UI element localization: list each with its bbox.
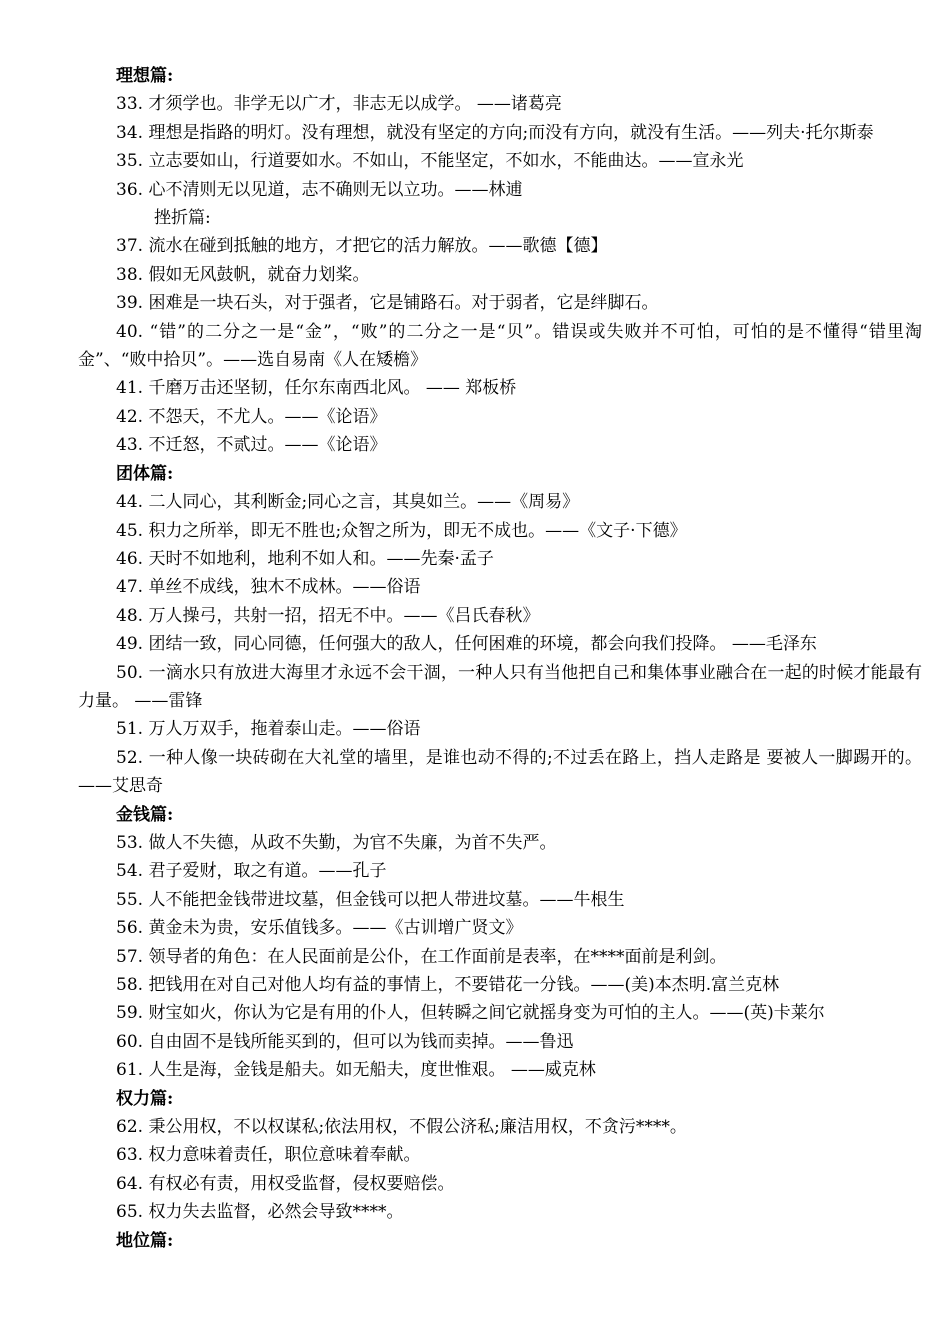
section-heading-setback: 挫折篇: [154, 208, 211, 229]
quote-38: 38. 假如无风鼓帆，就奋力划桨。 [116, 264, 370, 285]
quote-44: 44. 二人同心，其利断金;同心之言，其臭如兰。——《周易》 [116, 492, 580, 513]
quote-57: 57. 领导者的角色：在人民面前是公仆，在工作面前是表率，在****面前是利剑。 [116, 946, 727, 967]
quote-39: 39. 困难是一块石头，对于强者，它是铺路石。对于弱者，它是绊脚石。 [116, 293, 659, 314]
quote-53: 53. 做人不失德，从政不失勤，为官不失廉，为首不失严。 [116, 832, 557, 853]
quote-64: 64. 有权必有责，用权受监督，侵权要赔偿。 [116, 1173, 455, 1194]
quote-51: 51. 万人万双手，拖着泰山走。——俗语 [116, 719, 421, 740]
quote-61: 61. 人生是海，金钱是船夫。如无船夫，度世惟艰。 ——威克林 [116, 1060, 596, 1081]
section-heading-ideal: 理想篇: [116, 66, 174, 86]
section-heading-power: 权力篇: [116, 1088, 174, 1109]
quote-65: 65. 权力失去监督，必然会导致****。 [116, 1202, 404, 1223]
quote-60: 60. 自由固不是钱所能买到的，但可以为钱而卖掉。——鲁迅 [116, 1031, 574, 1052]
quote-45: 45. 积力之所举，即无不胜也;众智之所为，即无不成也。——《文子·下德》 [116, 520, 687, 541]
quote-34: 34. 理想是指路的明灯。没有理想，就没有坚定的方向;而没有方向，就没有生活。——列夫·托尔斯泰 [116, 122, 874, 143]
quote-47: 47. 单丝不成线，独木不成林。——俗语 [116, 577, 421, 598]
quote-43: 43. 不迁怒，不贰过。——《论语》 [116, 435, 387, 456]
quote-56: 56. 黄金未为贵，安乐值钱多。——《古训增广贤文》 [116, 918, 523, 939]
quote-41: 41. 千磨万击还坚韧，任尔东南西北风。 —— 郑板桥 [116, 378, 517, 399]
quote-37: 37. 流水在碰到抵触的地方，才把它的活力解放。——歌德【德】 [116, 236, 608, 257]
quote-58: 58. 把钱用在对自己对他人均有益的事情上，不要错花一分钱。——(美)本杰明.富兰克林 [116, 975, 780, 995]
quote-35: 35. 立志要如山，行道要如水。不如山，不能坚定，不如水，不能曲达。——宣永光 [116, 151, 744, 172]
quote-46: 46. 天时不如地利，地利不如人和。——先秦·孟子 [116, 548, 494, 569]
section-heading-status: 地位篇: [116, 1230, 174, 1251]
section-heading-money: 金钱篇: [116, 804, 174, 825]
quote-55: 55. 人不能把金钱带进坟墓，但金钱可以把人带进坟墓。——牛根生 [116, 889, 625, 910]
quote-49: 49. 团结一致，同心同德，任何强大的敌人，任何困难的环境，都会向我们投降。 ——毛泽东 [116, 634, 817, 655]
quote-63: 63. 权力意味着责任，职位意味着奉献。 [116, 1145, 421, 1166]
quote-33: 33. 才须学也。非学无以广才，非志无以成学。 ——诸葛亮 [116, 94, 562, 115]
quote-52: 52. 一种人像一块砖砌在大礼堂的墙里，是谁也动不得的;不过丢在路上，挡人走路是 要被人一脚踢开的。——艾思奇 [78, 747, 922, 797]
section-heading-team: 团体篇: [116, 463, 174, 484]
quote-48: 48. 万人操弓，共射一招，招无不中。——《吕氏春秋》 [116, 605, 540, 626]
quote-36: 36. 心不清则无以见道，志不确则无以立功。——林逋 [116, 179, 523, 200]
quote-59: 59. 财宝如火，你认为它是有用的仆人，但转瞬之间它就摇身变为可怕的主人。——(英)卡莱尔 [116, 1003, 825, 1024]
quote-42: 42. 不怨天，不尤人。——《论语》 [116, 406, 387, 427]
quote-62: 62. 秉公用权，不以权谋私;依法用权，不假公济私;廉洁用权，不贪污****。 [116, 1117, 687, 1138]
quote-40: 40. “错”的二分之一是“金”，“败”的二分之一是“贝”。错误或失败并不可怕，可怕的是不懂得“错里淘金”、“败中拾贝”。——选自易南《人在矮檐》 [78, 321, 922, 371]
quote-50: 50. 一滴水只有放进大海里才永远不会干涸，一种人只有当他把自己和集体事业融合在一起的时候才能最有力量。 ——雷锋 [78, 662, 922, 711]
quote-54: 54. 君子爱财，取之有道。——孔子 [116, 861, 387, 882]
